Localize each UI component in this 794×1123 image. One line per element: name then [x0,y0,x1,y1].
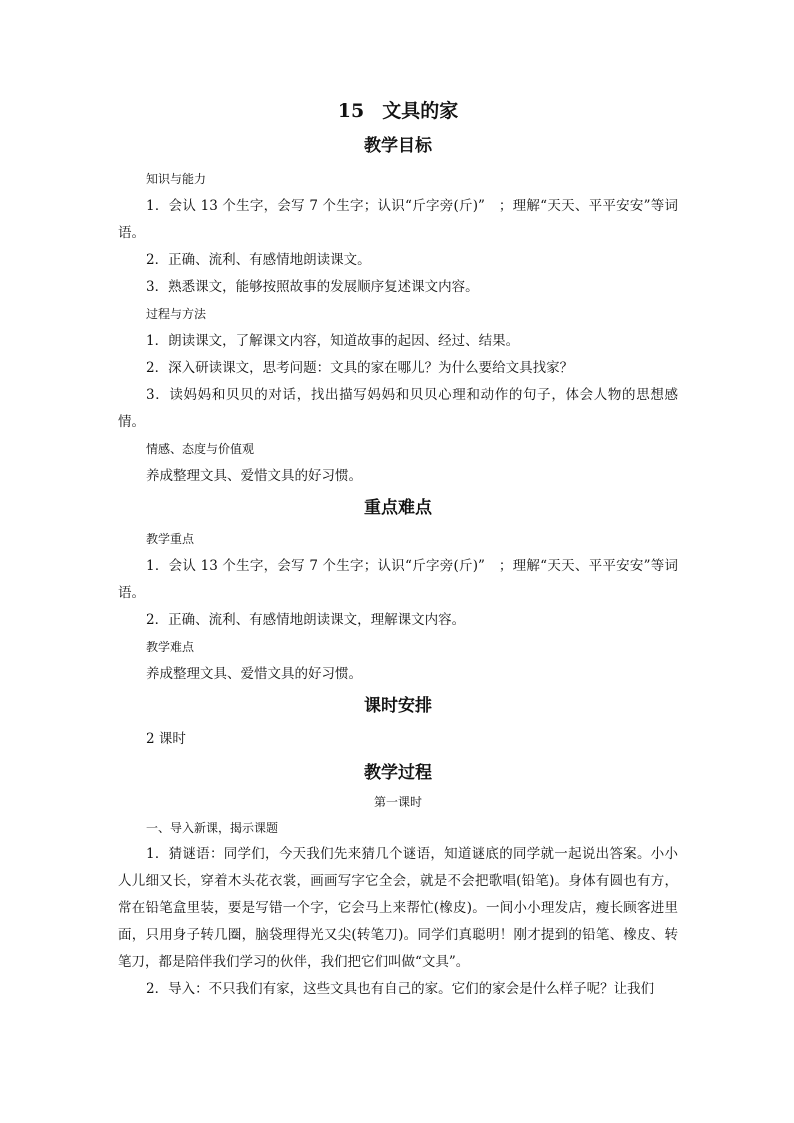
difficulty-item: 养成整理文具、爱惜文具的好习惯。 [146,666,362,682]
schedule-heading: 课时安排 [364,696,432,716]
process-heading: 教学过程 [364,763,432,783]
focus-item: 2．正确、流利、有感情地朗读课文，理解课文内容。 [146,612,466,628]
emotion-label: 情感、态度与价值观 [146,442,255,456]
period-label: 第一课时 [373,795,422,809]
process-paragraph: 1．猜谜语：同学们，今天我们先来猜几个谜语，知道谜底的同学就一起说出答案。小小人儿细又长，穿着木头花衣裳，画画写字它全会，就是不会把歌唱(铅笔)。身体有圆也有方，常在铅笔盒里装，要是写错一个字，它会马上来帮忙(橡皮)。一间小小理发店，瘦长顾客进里面，只用身子转几圈，脑袋理得光又尖(转笔刀)。同学们真聪明！刚才提到的铅笔、橡皮、转笔刀，都是陪伴我们学习的伙伴，我们把它们叫做“文具”。 [118,846,678,970]
process-method-label: 过程与方法 [146,307,207,321]
knowledge-label: 知识与能力 [146,172,207,186]
lesson-number: 15 [337,100,365,122]
focus-label: 教学重点 [146,532,195,546]
process-paragraph: 2．导入：不只我们有家，这些文具也有自己的家。它们的家会是什么样子呢？让我们 [146,981,655,997]
goals-heading: 教学目标 [364,136,432,156]
difficulty-label: 教学难点 [146,640,195,654]
process-method-item: 1．朗读课文，了解课文内容，知道故事的起因、经过、结果。 [146,333,520,349]
knowledge-item: 3．熟悉课文，能够按照故事的发展顺序复述课文内容。 [146,279,479,295]
schedule-text: 2 课时 [146,731,186,747]
emotion-item: 养成整理文具、爱惜文具的好习惯。 [146,468,362,484]
process-method-item: 2．深入研读课文，思考问题：文具的家在哪儿？为什么要给文具找家？ [146,360,574,376]
key-points-heading: 重点难点 [364,498,432,518]
process-method-item: 3．读妈妈和贝贝的对话，找出描写妈妈和贝贝心理和动作的句子，体会人物的思想感情。 [118,387,678,430]
knowledge-item: 1．会认 13 个生字，会写 7 个生字；认识“斤字旁(斤)” ；理解“天天、平平安安”等词语。 [118,198,678,241]
lesson-title [118,96,678,126]
focus-item: 1．会认 13 个生字，会写 7 个生字；认识“斤字旁(斤)” ；理解“天天、平平安安”等词语。 [118,558,678,601]
document-body [118,96,678,1003]
step1-label: 一、导入新课，揭示课题 [146,821,279,835]
lesson-title-text: 文具的家 [382,100,459,122]
knowledge-item: 2．正确、流利、有感情地朗读课文。 [146,252,371,268]
